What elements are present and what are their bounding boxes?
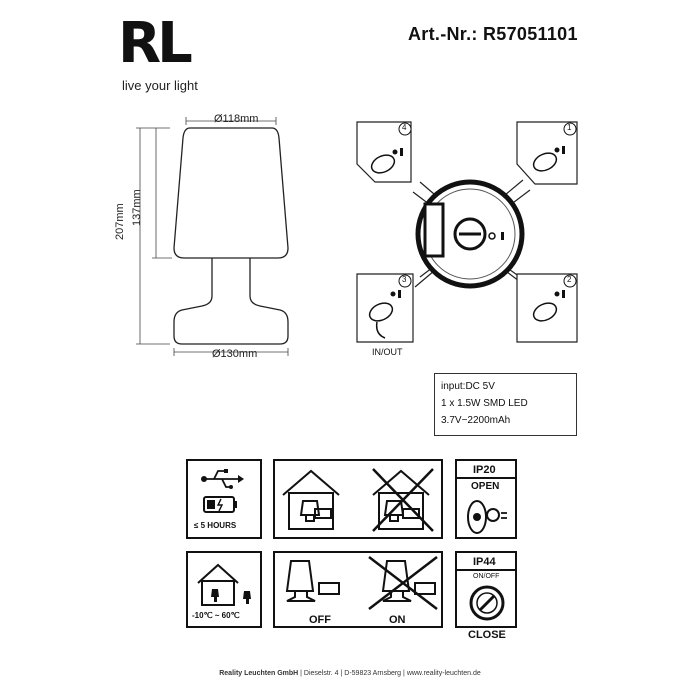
temperature-box	[186, 551, 262, 628]
base-diameter-label: Ø130mm	[212, 348, 258, 360]
footer-city: D-59823 Arnsberg	[344, 670, 402, 677]
spec-battery: 3.7V−2200mAh	[441, 415, 511, 426]
temperature-range-label: -10℃ ~ 60℃	[192, 611, 240, 620]
ip20-state: OPEN	[471, 481, 500, 492]
article-number: Art.-Nr.: R57051101	[408, 24, 578, 44]
in-out-label: IN/OUT	[372, 347, 403, 357]
charging-state-icons	[275, 553, 441, 613]
on-label: ON	[389, 614, 406, 626]
lamp-base-outline	[174, 258, 288, 344]
on-off-charging-box	[273, 551, 443, 628]
ip44-box	[455, 551, 517, 628]
spec-led: 1 x 1.5W SMD LED	[441, 398, 528, 409]
off-label: OFF	[309, 614, 331, 626]
specs-box	[434, 373, 577, 436]
usb-charge-box	[186, 459, 262, 539]
brand-tagline: live your light	[122, 78, 198, 93]
footer-web: www.reality-leuchten.de	[406, 670, 481, 677]
usb-icon	[188, 461, 260, 517]
footer: Reality Leuchten GmbH | Dieselstr. 4 | D-59823 Arnsberg | www.reality-leuchten.de	[219, 670, 481, 677]
ip44-state: CLOSE	[468, 629, 506, 641]
shade-height-label: 137mm	[131, 189, 143, 226]
footer-company: Reality Leuchten GmbH	[219, 670, 299, 677]
ip44-switch-label: ON/OFF	[473, 573, 500, 580]
ip20-rating: IP20	[473, 464, 496, 476]
house-icon	[283, 471, 339, 495]
brand-logo: RL	[118, 11, 189, 76]
spec-input: input:DC 5V	[441, 381, 495, 392]
open-switch-icon	[463, 493, 511, 537]
footer-street: Dieselstr. 4	[303, 670, 339, 677]
indoor-use-box	[273, 459, 443, 539]
step-1-number: 1	[567, 123, 572, 132]
lamp-shade-outline	[174, 128, 288, 258]
total-height-label: 207mm	[114, 203, 126, 240]
step-4-number: 4	[402, 123, 407, 132]
charge-time-label: ≤ 5 HOURS	[194, 521, 237, 530]
ip44-rating: IP44	[473, 556, 496, 568]
battery-switch-diagram	[355, 112, 585, 352]
temperature-house-icon	[188, 553, 260, 609]
top-diameter-label: Ø118mm	[214, 113, 259, 125]
step-3-number: 3	[402, 275, 407, 284]
ip20-box	[455, 459, 517, 539]
step-2-number: 2	[567, 275, 572, 284]
indoor-charging-icons	[275, 461, 441, 537]
closed-switch-icon	[467, 581, 507, 625]
lamp-dimension-drawing	[130, 108, 310, 358]
